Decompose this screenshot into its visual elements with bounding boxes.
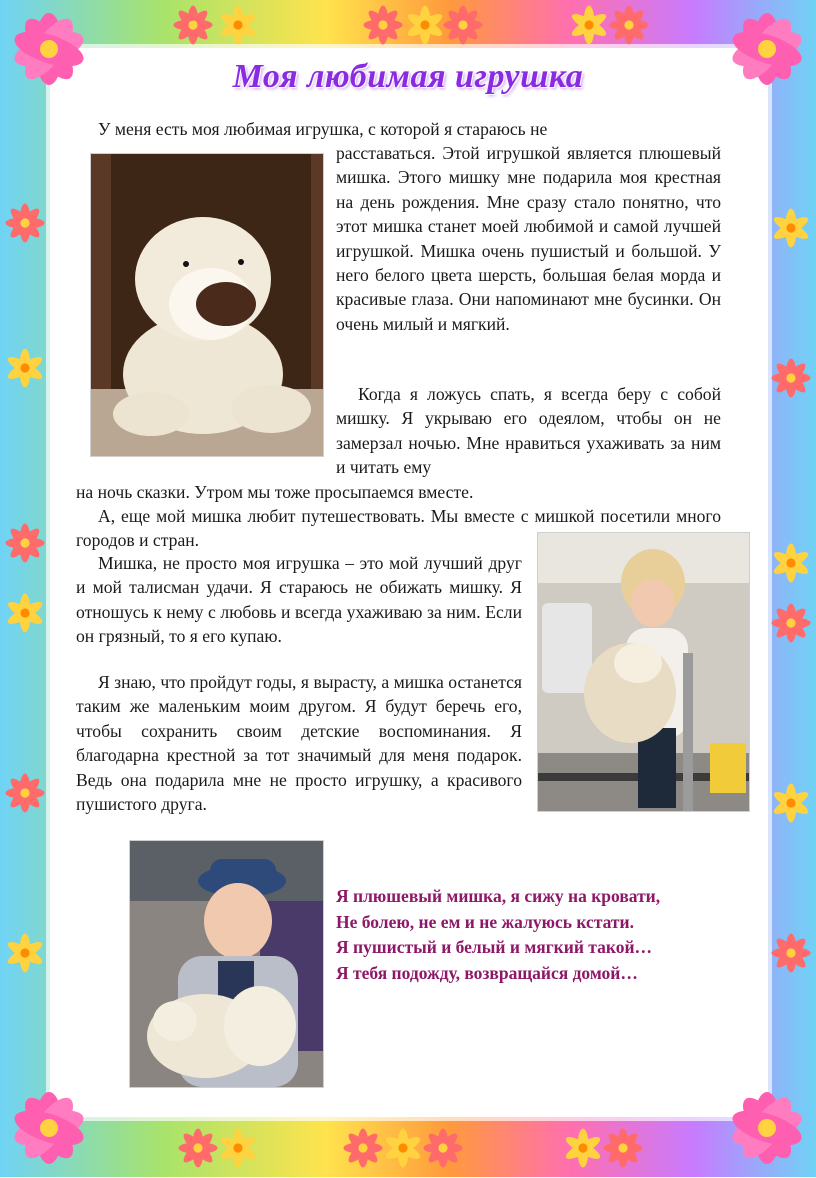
flower-icon	[215, 2, 261, 48]
teddy-bear-photo	[90, 153, 324, 457]
flower-icon	[768, 600, 814, 646]
poem	[336, 884, 736, 986]
flower-icon	[768, 355, 814, 401]
flower-icon	[2, 200, 48, 246]
flower-icon	[420, 1125, 466, 1171]
paragraph-2: Когда я ложусь спать, я всегда беру с собой мишку. Я укрываю его одеялом, чтобы он не замерзал ночью. Мне нравиться ухаживать за ним и читать ему	[336, 384, 721, 478]
paragraph-4: Мишка, не просто моя игрушка – это мой лучший друг и мой талисман удачи. Я стараюсь не обижать мишку. Я отношусь к нему с любовь и всегда ухаживаю за ним. Если он грязный, то я его купаю.	[76, 553, 522, 647]
paragraph-3: А, еще мой мишка любит путешествовать. Мы вместе с мишкой посетили много городов и стран.	[76, 506, 721, 551]
paragraph-1: расставаться. Этой игрушкой является плюшевый мишка. Этого мишку мне подарила моя крестная на день рождения. Мне сразу стало понятно, что этот мишка станет моей любимой и самой лучшей игрушкой. Мишка очень пушистый и большой. У него белого цвета шерсть, большая белая морда и красивые глаза. Они напоминают мне бусинки. Он очень милый и мягкий.	[336, 143, 721, 334]
corner-flower-icon	[4, 1083, 94, 1173]
flower-icon	[215, 1125, 261, 1171]
flower-icon	[440, 2, 486, 48]
page-title: Моя любимая игрушка	[232, 58, 584, 95]
flower-icon	[2, 345, 48, 391]
flower-icon	[768, 780, 814, 826]
flower-icon	[768, 930, 814, 976]
paragraph-1-first-line: У меня есть моя любимая игрушка, с которой я стараюсь не	[98, 119, 548, 139]
flower-icon	[170, 2, 216, 48]
poem-line: Не болею, не ем и не жалуюсь кстати.	[336, 911, 634, 932]
girl-with-bear-photo	[537, 532, 750, 812]
paragraph-2-end: на ночь сказки. Утром мы тоже просыпаемся вместе.	[76, 482, 474, 502]
paragraph-5: Я знаю, что пройдут годы, я вырасту, а мишка останется таким же маленьким моим другом. Я будут беречь его, чтобы сохранить своим детские воспоминания. Я благодарна крестной за тот значимый для меня подарок. Ведь она подарила мне не просто игрушку, а красивого пушистого друга.	[76, 672, 522, 815]
flower-icon	[2, 590, 48, 636]
flower-icon	[606, 2, 652, 48]
corner-flower-icon	[722, 1083, 812, 1173]
flower-icon	[768, 205, 814, 251]
poem-line: Я плюшевый мишка, я сижу на кровати,	[336, 886, 661, 906]
flower-icon	[2, 930, 48, 976]
poem-line: Я тебя подожду, возвращайся домой…	[336, 962, 638, 983]
flower-icon	[2, 520, 48, 566]
flower-icon	[2, 770, 48, 816]
flower-icon	[360, 2, 406, 48]
flower-icon	[768, 540, 814, 586]
flower-icon	[600, 1125, 646, 1171]
boy-with-bear-photo	[129, 840, 324, 1088]
poem-line: Я пушистый и белый и мягкий такой…	[336, 937, 653, 957]
